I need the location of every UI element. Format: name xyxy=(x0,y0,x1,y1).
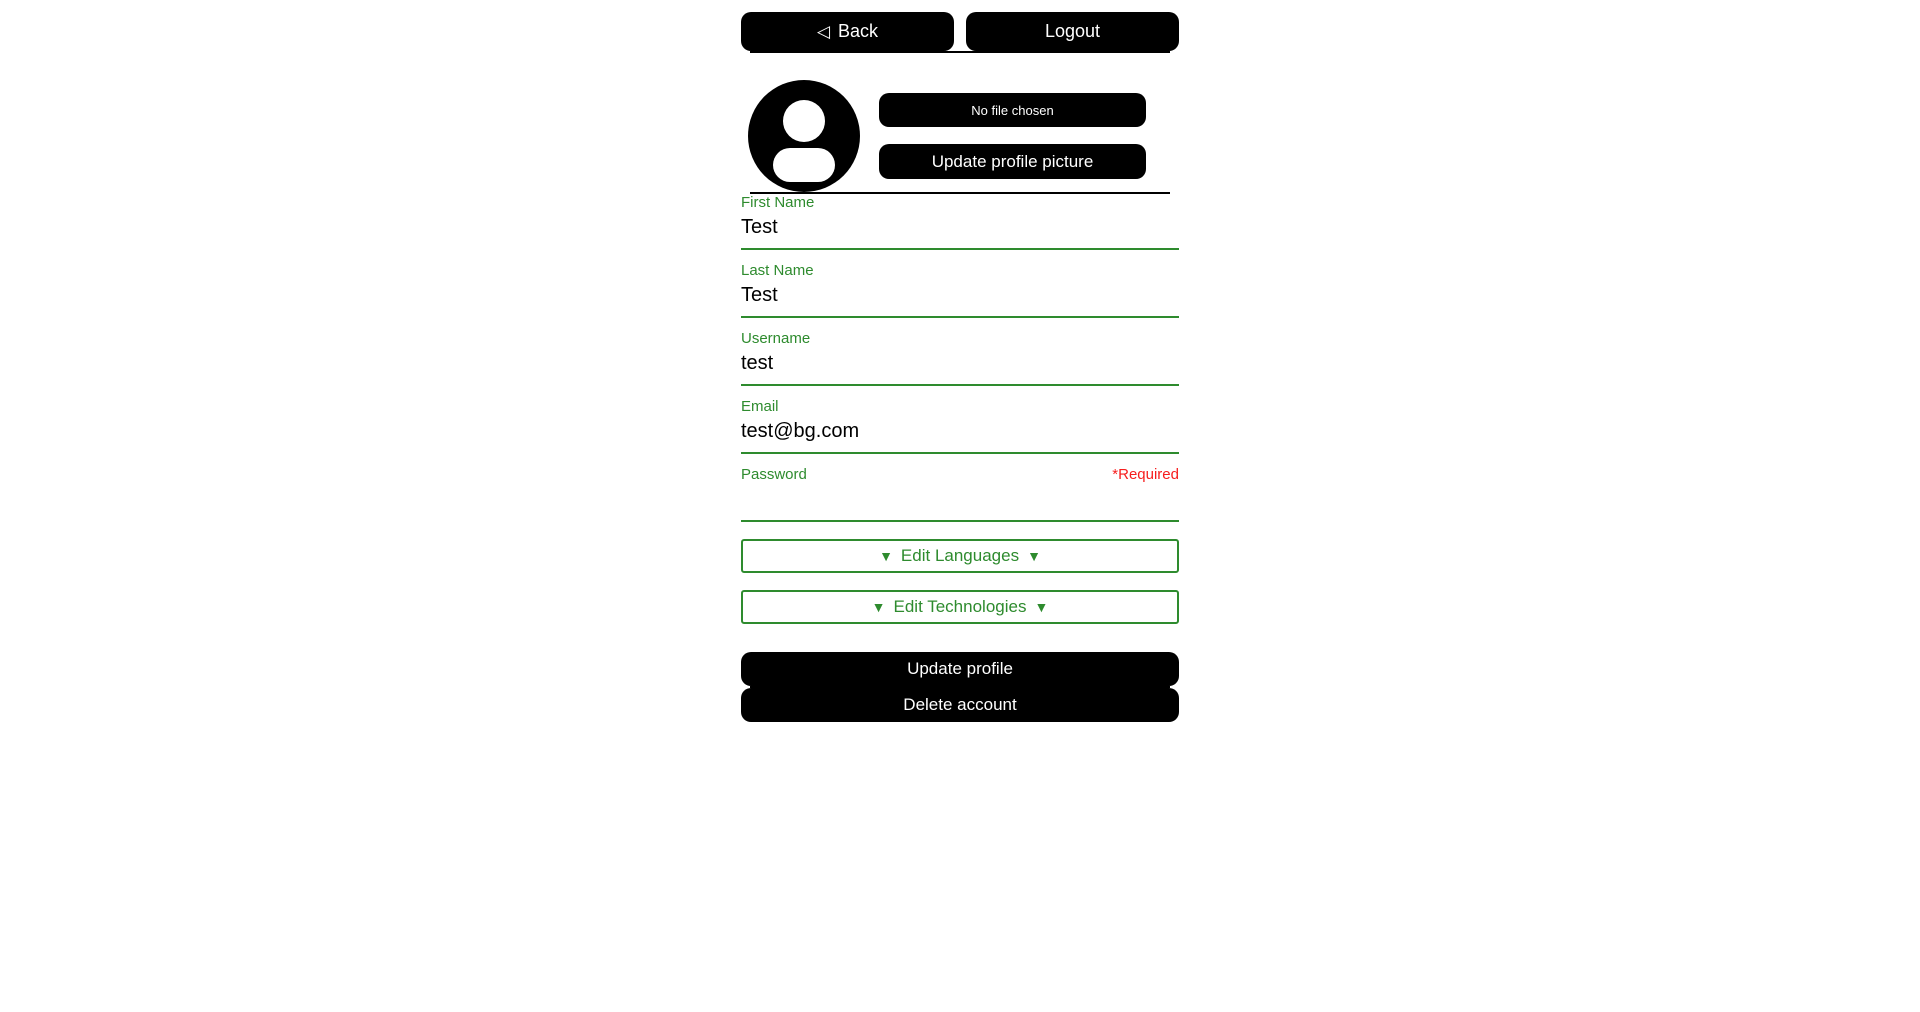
username-input[interactable] xyxy=(741,347,1179,386)
chevron-down-icon: ▼ xyxy=(1027,548,1041,564)
edit-languages-label: Edit Languages xyxy=(900,546,1020,565)
chevron-down-icon: ▼ xyxy=(879,548,893,564)
field-password xyxy=(741,466,1179,522)
back-button-label: Back xyxy=(838,21,879,41)
password-label: Password xyxy=(741,466,807,483)
update-profile-picture-button[interactable]: Update profile picture xyxy=(879,144,1146,179)
password-input[interactable] xyxy=(741,483,1179,522)
last-name-input[interactable] xyxy=(741,279,1179,318)
username-label: Username xyxy=(741,330,811,347)
email-input[interactable] xyxy=(741,415,1179,454)
edit-technologies-button[interactable] xyxy=(741,590,1179,624)
field-last-name xyxy=(741,262,1179,318)
file-input[interactable]: No file chosen xyxy=(879,93,1146,127)
profile-picture-section xyxy=(741,80,1179,192)
top-button-row xyxy=(741,12,1179,51)
profile-form xyxy=(741,194,1179,686)
chevron-down-icon: ▼ xyxy=(1034,599,1049,615)
picture-buttons xyxy=(879,93,1146,179)
avatar-person-icon xyxy=(748,80,860,192)
first-name-input[interactable] xyxy=(741,211,1179,250)
field-email xyxy=(741,398,1179,454)
delete-account-button[interactable]: Delete account xyxy=(741,688,1179,722)
field-first-name xyxy=(741,194,1179,250)
field-username xyxy=(741,330,1179,386)
chevron-down-icon: ▼ xyxy=(871,599,886,615)
divider xyxy=(750,51,1170,53)
edit-technologies-label: Edit Technologies xyxy=(893,597,1027,616)
edit-languages-button[interactable] xyxy=(741,539,1179,573)
update-profile-button[interactable]: Update profile xyxy=(741,652,1179,686)
back-arrow-icon: ◁ xyxy=(816,22,831,41)
logout-button[interactable]: Logout xyxy=(966,12,1179,51)
email-label: Email xyxy=(741,398,779,415)
back-button[interactable] xyxy=(741,12,954,51)
last-name-label: Last Name xyxy=(741,262,814,279)
first-name-label: First Name xyxy=(741,194,815,211)
required-badge: *Required xyxy=(1112,466,1179,483)
profile-page-content xyxy=(741,0,1179,722)
